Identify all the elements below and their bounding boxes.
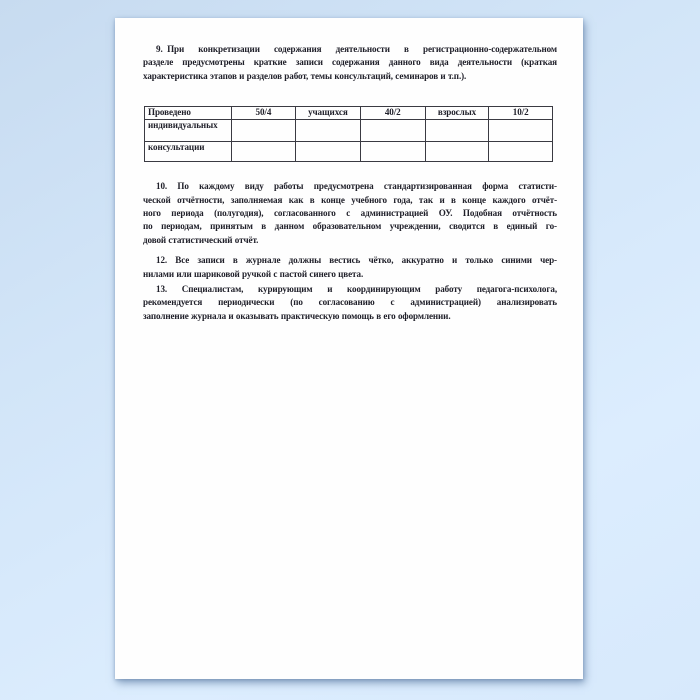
paragraph-line: рекомендуется периодически (по согласованию с администрацией) анализировать: [143, 297, 557, 308]
paragraph-line: разделе предусмотрены краткие записи содержания данного вида деятельности (краткая: [143, 57, 557, 68]
paragraph-item-13: [143, 283, 557, 323]
document-page: [115, 18, 583, 679]
paragraph-item-9: [143, 43, 557, 83]
table-cell: [295, 141, 360, 162]
paragraph-line: по периодам, принятым в данном образовательном учреждении, сводится в единый го-: [143, 221, 557, 232]
table-header-cell: 40/2: [360, 107, 425, 120]
paragraph-line: 13. Специалистам, курирующим и координирующим работу педагога-психолога,: [156, 283, 557, 294]
table-cell: [360, 120, 425, 142]
table-cell: [295, 120, 360, 142]
paragraph-line: ческой отчётности, заполняемая как в конце учебного года, так и в конце каждого отчёт-: [143, 194, 557, 205]
table-header-row: [145, 107, 553, 120]
paragraph-line: 9. При конкретизации содержания деятельности в регистрационно-содержательном: [156, 44, 557, 54]
table-row: [145, 120, 553, 142]
page-content: [143, 43, 557, 323]
paragraph-line: нилами или шариковой ручкой с пастой синего цвета.: [143, 268, 364, 279]
paragraph-line: ного периода (полугодия), согласованного с администрацией ОУ. Подобная отчётность: [143, 207, 557, 218]
table-cell: консультации: [145, 141, 232, 162]
table-cell: [231, 120, 295, 142]
paragraph-item-10: [143, 180, 557, 247]
paragraph-line: характеристика этапов и разделов работ, темы консультаций, семинаров и т.п.).: [143, 70, 467, 81]
table-cell: [425, 120, 489, 142]
statistics-table: [144, 106, 553, 162]
table-cell: [425, 141, 489, 162]
paragraph-line: 12. Все записи в журнале должны вестись чётко, аккуратно и только синими чер-: [156, 255, 557, 266]
table-header-cell: учащихся: [295, 107, 360, 120]
paragraph-line: заполнение журнала и оказывать практическую помощь в его оформлении.: [143, 310, 451, 321]
table-cell: [489, 120, 553, 142]
table-cell: индивидуальных: [145, 120, 232, 142]
paragraph-item-12: [143, 254, 557, 281]
table-cell: [231, 141, 295, 162]
paragraph-line: 10. По каждому виду работы предусмотрена стандартизированная форма статисти-: [156, 181, 557, 192]
table-header-cell: взрослых: [425, 107, 489, 120]
table-row: [145, 141, 553, 162]
paragraph-line: довой статистический отчёт.: [143, 234, 259, 245]
table-header-cell: 50/4: [231, 107, 295, 120]
table-cell: [360, 141, 425, 162]
table-cell: [489, 141, 553, 162]
table-header-cell: Проведено: [145, 107, 232, 120]
table-header-cell: 10/2: [489, 107, 553, 120]
